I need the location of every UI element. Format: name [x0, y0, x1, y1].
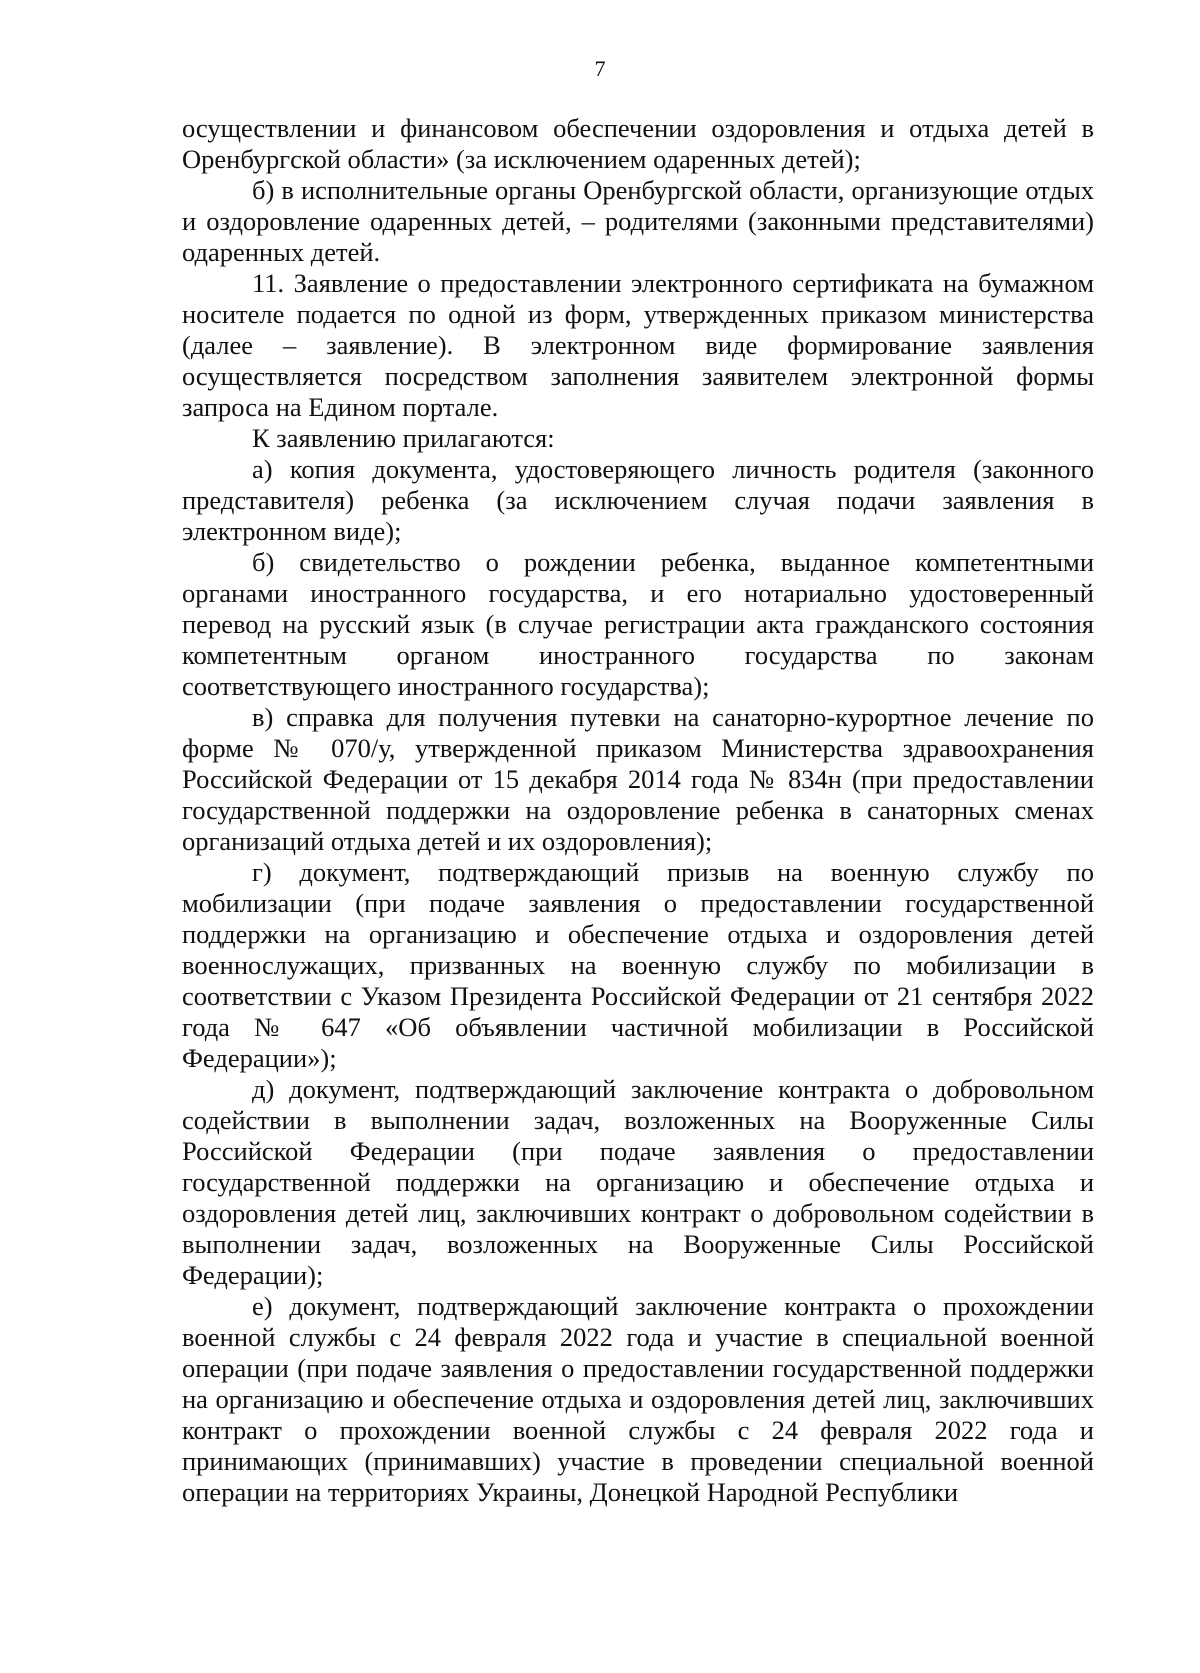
- page-number: 7: [594, 56, 606, 81]
- paragraph: б) в исполнительные органы Оренбургской области, организующие отдых и оздоровление одаренных детей, – родителями (законными представителями) одаренных детей.: [182, 175, 1094, 267]
- paragraph: К заявлению прилагаются:: [252, 423, 555, 453]
- paragraph: д) документ, подтверждающий заключение контракта о добровольном содействии в выполнении задач, возложенных на Вооруженные Силы Российской Федерации (при подаче заявления о предоставлении государственной поддержки на организацию и обеспечение отдыха и оздоровления детей лиц, заключивших контракт о добровольном содействии в выполнении задач, возложенных на Вооруженные Силы Российской Федерации);: [182, 1074, 1094, 1290]
- paragraph: б) свидетельство о рождении ребенка, выданное компетентными органами иностранного государства, и его нотариально удостоверенный перевод на русский язык (в случае регистрации акта гражданского состояния компетентным органом иностранного государства по законам соответствующего иностранного государства);: [182, 547, 1094, 701]
- paragraph: осуществлении и финансовом обеспечении оздоровления и отдыха детей в Оренбургской области» (за исключением одаренных детей);: [182, 113, 1094, 174]
- document-body: [182, 113, 1094, 1508]
- paragraph: 11. Заявление о предоставлении электронного сертификата на бумажном носителе подается по одной из форм, утвержденных приказом министерства (далее – заявление). В электронном виде формирование заявления осуществляется посредством заполнения заявителем электронной формы запроса на Едином портале.: [182, 268, 1094, 422]
- paragraph: е) документ, подтверждающий заключение контракта о прохождении военной службы с 24 февраля 2022 года и участие в специальной военной операции (при подаче заявления о предоставлении государственной поддержки на организацию и обеспечение отдыха и оздоровления детей лиц, заключивших контракт о прохождении военной службы с 24 февраля 2022 года и принимающих (принимавших) участие в проведении специальной военной операции на территориях Украины, Донецкой Народной Республики: [182, 1291, 1094, 1507]
- paragraph: в) справка для получения путевки на санаторно-курортное лечение по форме № 070/у, утвержденной приказом Министерства здравоохранения Российской Федерации от 15 декабря 2014 года № 834н (при предоставлении государственной поддержки на оздоровление ребенка в санаторных сменах организаций отдыха детей и их оздоровления);: [182, 702, 1094, 856]
- paragraph: г) документ, подтверждающий призыв на военную службу по мобилизации (при подаче заявления о предоставлении государственной поддержки на организацию и обеспечение отдыха и оздоровления детей военнослужащих, призванных на военную службу по мобилизации в соответствии с Указом Президента Российской Федерации от 21 сентября 2022 года № 647 «Об объявлении частичной мобилизации в Российской Федерации»);: [182, 857, 1094, 1073]
- paragraph: а) копия документа, удостоверяющего личность родителя (законного представителя) ребенка (за исключением случая подачи заявления в электронном виде);: [182, 454, 1094, 546]
